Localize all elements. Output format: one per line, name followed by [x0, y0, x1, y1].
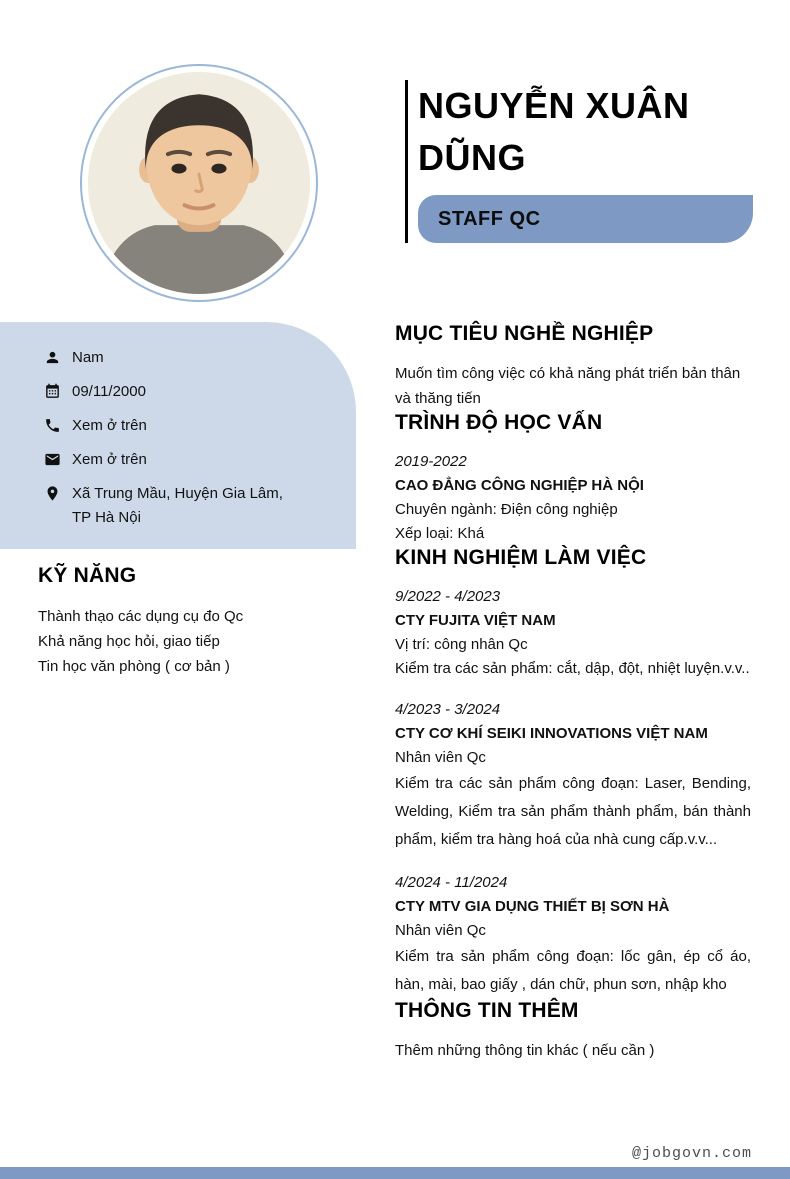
portrait-illustration [88, 72, 310, 294]
education-grade: Xếp loại: Khá [395, 525, 485, 542]
skills-section [38, 564, 368, 679]
location-icon [44, 485, 61, 502]
objective-text: Muốn tìm công việc có khả năng phát triển bản thân và thăng tiến [395, 365, 741, 407]
job-description: Kiểm tra các sản phẩm: cắt, dập, đột, nhiệt luyện.v.v.. [395, 660, 750, 677]
job-role: Nhân viên Qc [395, 749, 486, 766]
education-heading: TRÌNH ĐỘ HỌC VẤN [395, 411, 603, 434]
job-company: CTY FUJITA VIỆT NAM [395, 612, 556, 629]
job-description: Kiểm tra sản phẩm công đoạn: lốc gân, ép cổ áo, hàn, mài, bao giấy , dán chữ, phun sơn, nhập kho [395, 948, 751, 993]
contact-panel [0, 322, 356, 549]
skills-list [38, 604, 368, 679]
contact-row-gender [44, 346, 336, 370]
education-period: 2019-2022 [395, 453, 467, 470]
gender-value: Nam [72, 349, 104, 366]
address-value: Xã Trung Mầu, Huyện Gia Lâm, TP Hà Nội [72, 485, 283, 526]
experience-job [395, 698, 751, 854]
person-icon [44, 349, 61, 366]
bottom-accent-bar [0, 1167, 790, 1179]
job-company: CTY CƠ KHÍ SEIKI INNOVATIONS VIỆT NAM [395, 725, 708, 742]
experience-job [395, 871, 751, 999]
main-column [395, 322, 751, 1063]
email-icon [44, 451, 61, 468]
phone-value: Xem ở trên [72, 417, 147, 434]
experience-job [395, 585, 751, 681]
skill-item: Khả năng học hỏi, giao tiếp [38, 633, 220, 650]
job-role: Vị trí: công nhân Qc [395, 636, 528, 653]
birthday-value: 09/11/2000 [72, 383, 146, 400]
site-watermark: @jobgovn.com [631, 1145, 752, 1162]
job-company: CTY MTV GIA DỤNG THIẾT BỊ SƠN HÀ [395, 898, 670, 915]
contact-row-birthday [44, 380, 336, 404]
experience-heading: KINH NGHIỆM LÀM VIỆC [395, 546, 647, 569]
job-description: Kiểm tra các sản phẩm công đoạn: Laser, Bending, Welding, Kiểm tra sản phẩm thành phẩm, bán thành phẩm, kiểm tra hàng hoá của nhà cung cấp.v.v... [395, 775, 751, 848]
profile-photo-image [88, 72, 310, 294]
contact-row-phone [44, 414, 336, 438]
profile-photo [80, 64, 318, 302]
title-block [405, 80, 750, 243]
skill-item: Tin học văn phòng ( cơ bản ) [38, 658, 230, 675]
education-major: Chuyên ngành: Điện công nghiệp [395, 501, 618, 518]
job-role: Nhân viên Qc [395, 922, 486, 939]
skill-item: Thành thạo các dụng cụ đo Qc [38, 608, 244, 625]
education-school: CAO ĐẲNG CÔNG NGHIỆP HÀ NỘI [395, 477, 644, 494]
additional-info-text: Thêm những thông tin khác ( nếu cần ) [395, 1042, 655, 1059]
calendar-icon [44, 383, 61, 400]
contact-row-email [44, 448, 336, 472]
job-period: 4/2023 - 3/2024 [395, 701, 501, 718]
email-value: Xem ở trên [72, 451, 147, 468]
skills-heading: KỸ NĂNG [38, 564, 137, 587]
job-period: 9/2022 - 4/2023 [395, 588, 501, 605]
candidate-name: NGUYỄN XUÂN DŨNG [418, 85, 690, 178]
additional-info-heading: THÔNG TIN THÊM [395, 999, 579, 1022]
objective-heading: MỤC TIÊU NGHỀ NGHIỆP [395, 322, 654, 345]
phone-icon [44, 417, 61, 434]
job-title-badge [418, 195, 753, 243]
job-period: 4/2024 - 11/2024 [395, 874, 508, 891]
contact-row-address [44, 482, 336, 530]
job-title-label: STAFF QC [438, 207, 541, 230]
